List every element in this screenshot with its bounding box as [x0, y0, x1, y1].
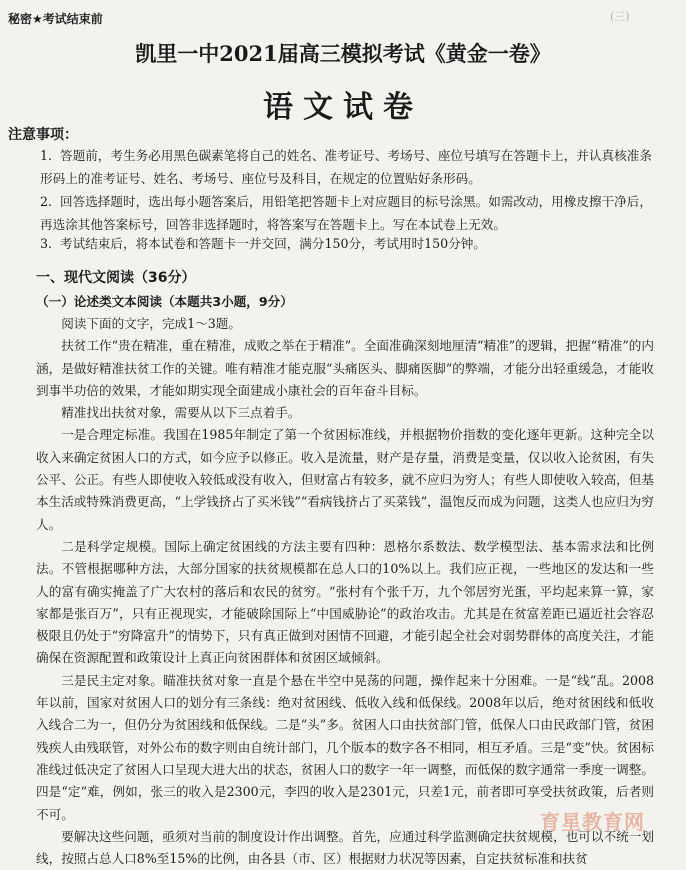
notice-item-number: 1. — [40, 148, 53, 163]
notice-item — [40, 190, 660, 236]
section-heading: 一、现代文阅读（36分） — [36, 270, 196, 286]
exam-subtitle: 语文试卷 — [263, 90, 423, 125]
notice-heading: 注意事项： — [8, 127, 78, 143]
notice-item — [40, 232, 660, 255]
notice-item — [40, 144, 660, 190]
reading-passage — [36, 313, 654, 870]
corner-mark: (三) — [610, 10, 630, 23]
notice-item-text: 回答选择题时，选出每小题答案后，用铅笔把答题卡上对应题目的标号涂黑。如需改动，用橡皮擦干净后，再选涂其他答案标号，回答非选择题时，将答案写在答题卡上。写在本试卷上无效。 — [40, 194, 652, 232]
passage-paragraph: 要解决这些问题，亟须对当前的制度设计作出调整。首先，应通过科学监测确定扶贫规模，也可以不统一划线，按照占总人口8%至15%的比例，由各县（市、区）根据财力状况等因素，自定扶贫标准和扶贫 — [36, 828, 654, 867]
notice-item-number: 3. — [40, 236, 53, 251]
notice-item-text: 考试结束后，将本试卷和答题卡一并交回，满分150分，考试用时150分钟。 — [60, 236, 486, 251]
notice-item-number: 2. — [40, 194, 53, 209]
passage-paragraph: 扶贫工作“贵在精准，重在精准，成败之举在于精准”。全面准确深刻地厘清“精准”的逻辑，把握“精准”的内涵，是做好精准扶贫工作的关键。唯有精准才能克服“头痛医头、脚痛医脚”的弊端，才能分出轻重缓急，才能收到事半功倍的效果，才能如期实现全面建成小康社会的百年奋斗目标。 — [36, 338, 654, 398]
confidential-label: 秘密★考试结束前 — [8, 12, 103, 26]
watermark-text: 育星教育网 — [540, 810, 645, 834]
passage-paragraph: 一是合理定标准。我国在1985年制定了第一个贫困标准线，并根据物价指数的变化逐年更新。这种完全以收入来确定贫困人口的方式，如今应予以修正。收入是流量，财产是存量，消费是变量，仅以收入论贫困，有失公平、公正。有些人即使收入较低或没有收入，但财富占有较多，就不应归为穷人；有些人即使收入较高，但基本生活或特殊消费更高，“上学钱挤占了买米钱”“看病钱挤占了买菜钱”，温饱反而成为问题，这类人也应归为穷人。 — [36, 427, 654, 532]
exam-title: 凯里一中2021届高三模拟考试《黄金一卷》 — [135, 41, 551, 66]
passage-paragraph: 三是民主定对象。瞄准扶贫对象一直是个悬在半空中晃荡的问题，操作起来十分困难。一是“线”乱。2008年以前，国家对贫困人口的划分有三条线：绝对贫困线、低收入线和低保线。2008年以后，绝对贫困线和低收入线合二为一，但仍分为贫困线和低保线。二是“头”多。贫困人口由扶贫部门管，低保人口由民政部门管，贫困残疾人由残联管，对外公布的数字则由自统计部门，几个版本的数字各不相同，相互矛盾。三是“变”快。贫困标准线过低决定了贫困人口呈现大进大出的状态，贫困人口的数字一年一调整，而低保的数字通常一季度一调整。四是“定”难，例如，张三的收入是2300元，李四的收入是2301元，只差1元，前者即可享受扶贫政策，后者则不可。 — [36, 672, 654, 822]
section-subheading: （一）论述类文本阅读（本题共3小题，9分） — [36, 294, 293, 309]
passage-paragraph: 二是科学定规模。国际上确定贫困线的方法主要有四种：恩格尔系数法、数学模型法、基本需求法和比例法。不管根据哪种方法，大部分国家的扶贫规模都在总人口的10%以上。我们应正视，一些地区的发达和一些人的富有确实掩盖了广大农村的落后和农民的贫穷。“张村有个张千万，九个邻居穷光蛋，平均起来算一算，家家都是张百万”，只有正视现实，才能破除国际上“中国威胁论”的政治攻击。尤其是在贫富差距已逼近社会容忍极限且仍处于“穷降富升”的情势下，只有真正做到对困情不回避，才能引起全社会对弱势群体的高度关注，才能确保在资源配置和政策设计上真正向贫困群体和贫困区域倾斜。 — [36, 538, 654, 666]
passage-paragraph: 精准找出扶贫对象，需要从以下三点着手。 — [61, 405, 301, 421]
notice-item-text: 答题前，考生务必用黑色碳素笔将自己的姓名、准考证号、考场号、座位号填写在答题卡上，并认真核准条形码上的准考证号、姓名、考场号、座位号及科目，在规定的位置贴好条形码。 — [40, 148, 652, 186]
passage-instruction: 阅读下面的文字，完成1～3题。 — [61, 316, 241, 331]
